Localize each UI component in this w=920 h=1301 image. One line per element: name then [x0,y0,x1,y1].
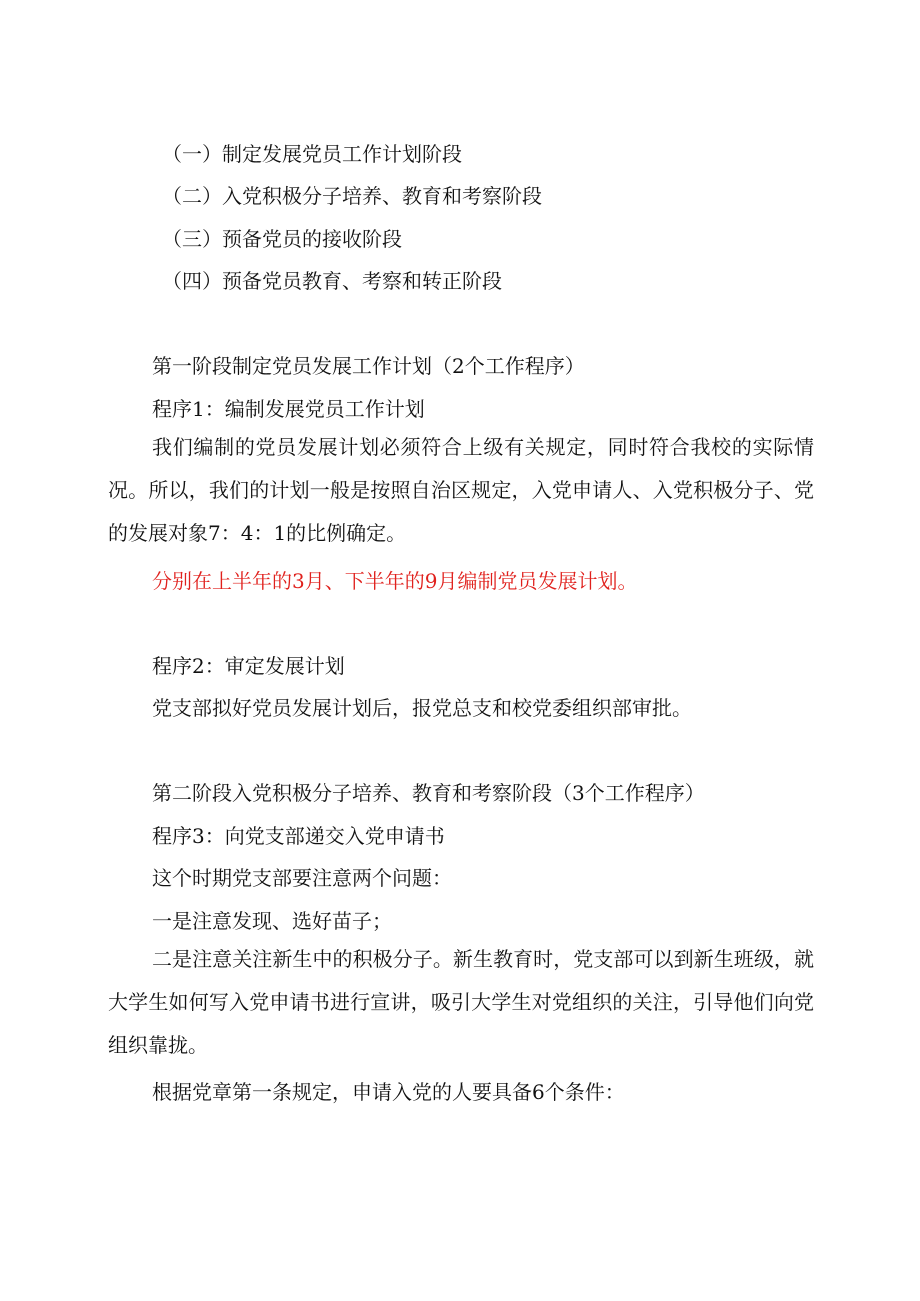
point-1: 一是注意发现、选好苗子； [152,909,392,933]
procedure-3-title: 程序3：向党支部递交入党申请书 [152,824,445,848]
point-2: 二是注意关注新生中的积极分子。新生教育时，党支部可以到新生班级，就大学生如何写入党申请书进行宣讲，吸引大学生对党组织的关注，引导他们向党组织靠拢。 [108,947,814,1057]
stage1-heading: 第一阶段制定党员发展工作计划（2个工作程序） [152,354,585,378]
procedure-1-highlight-note: 分别在上半年的3月、下半年的9月编制党员发展计划。 [152,569,638,593]
procedure-1-text: 我们编制的党员发展计划必须符合上级有关规定，同时符合我校的实际情况。所以，我们的计划一般是按照自治区规定，入党申请人、入党积极分子、党的发展对象7：4：1的比例确定。 [108,435,814,545]
outline-item-3: （三）预备党员的接收阶段 [162,227,402,251]
procedure-1-title: 程序1：编制发展党员工作计划 [152,397,425,421]
procedure-2-text: 党支部拟好党员发展计划后，报党总支和校党委组织部审批。 [152,696,692,720]
stage2-heading: 第二阶段入党积极分子培养、教育和考察阶段（3个工作程序） [152,781,705,805]
procedure-2-title: 程序2：审定发展计划 [152,654,345,678]
outline-item-4: （四）预备党员教育、考察和转正阶段 [162,269,502,293]
procedure-3-intro: 这个时期党支部要注意两个问题： [152,866,452,890]
outline-item-1: （一）制定发展党员工作计划阶段 [162,142,462,166]
outline-item-2: （二）入党积极分子培养、教育和考察阶段 [162,184,542,208]
conditions-intro: 根据党章第一条规定，申请入党的人要具备6个条件： [152,1080,625,1104]
